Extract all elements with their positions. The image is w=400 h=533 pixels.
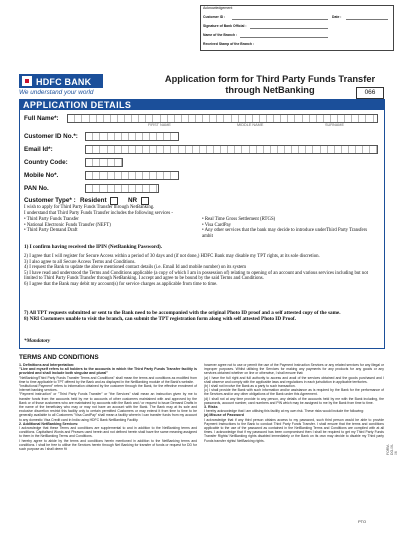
bold-point-item: 7) All TPT requests submitted or sent to the Bank need to be accompanied with the original Photo ID proof and a self attested copy of the same. [24, 310, 341, 316]
country-code-field[interactable] [85, 158, 123, 167]
bold-points-list [24, 311, 376, 323]
side-form-code: FORM-DO-06-06 [386, 443, 398, 455]
services-left-list [24, 217, 184, 234]
email-field[interactable] [85, 145, 378, 154]
customer-type-nr: NR [128, 197, 138, 204]
terms-item: (b) I shall not involve the Bank as a party to such transaction. [204, 384, 296, 389]
footer-pto: PTO [358, 519, 367, 524]
form-number: 066 [356, 87, 384, 99]
terms-item: I hereby acknowledge that I am utilising this facility at my own risk. These risks would include the following: [204, 409, 364, 414]
mobile-field[interactable] [85, 171, 179, 180]
ack-customer-id-label: Customer ID : [203, 15, 226, 19]
terms-item: "NetBanking/Third Party Funds Transfer Terms and Conditions" shall mean the terms and conditions as modified from time to time applicable to TPT offered by the Bank and as displayed in the NetBanking module of the Bank's website. [19, 375, 197, 384]
point-item: 2) I agree that I will register for Secure Access within a period of 30 days and (if not done,) HDFC Bank may disable my TPT rights, at its sole discretion. [24, 254, 320, 259]
form-title [150, 74, 390, 96]
terms-item: "Institutional Payment" refers to information obtained by the customer through the Bank, for the effective enrolment of Internet banking services. [19, 384, 197, 393]
country-code-label: Country Code: [24, 159, 68, 166]
service-item: • Third Party Demand Draft [24, 228, 78, 234]
pan-label: PAN No. [24, 185, 49, 192]
terms-item: 1. Definitions and Interpretation: [19, 363, 75, 367]
service-item: • Third Party Funds Transfer [24, 217, 79, 222]
service-item: • Visa CardPay [202, 222, 232, 228]
intro-text-1: I wish to apply for Third Party Funds Transfer through NetBanking. [24, 205, 155, 210]
email-label: Email Id*: [24, 146, 53, 153]
point-item: 6) I agree that the Bank may debit my account(s) for service charges as applicable from time to time. [24, 281, 218, 287]
point-item: 4) I request the Bank to update the above mentioned contact details (i.e. Email Id and mobile number) on its system [24, 265, 246, 271]
ack-date-label: Date : [332, 15, 342, 19]
ack-signature-label: Signature of Bank Official : [203, 24, 247, 28]
caption-surname: SURNAME [325, 123, 344, 127]
terms-left-column [19, 363, 197, 451]
terms-item: (a) I have the full right and full authority to access and avail of the services obtained and the goods purchased and I shall observe and comply with the applicable laws and regulations in each jurisdiction in applicable territories. [204, 375, 384, 384]
terms-item: "Live and myself refers to all holders to the accounts in which the Third Party Funds Transfer facility is provided and shall include both singular and plural" [19, 367, 197, 376]
customer-id-label: Customer ID No.*: [24, 133, 78, 140]
acknowledgement-title: Acknowledgement [203, 6, 233, 10]
form-title-line2: through NetBanking [225, 85, 315, 95]
ack-branch-label: Name of the Branch : [203, 33, 238, 37]
terms-item: (a) Misuse of Password [204, 413, 244, 418]
full-name-field[interactable] [67, 114, 378, 123]
resident-checkbox[interactable] [110, 197, 118, 205]
terms-item: (c) I shall provide the Bank with such information and/or assistance as is required by the Bank for the performance of the Services and/or any other obligations of the Bank under this Agreement. [204, 388, 384, 397]
point-item: 3) I also agree to all Secure Access Terms and Conditions. [24, 259, 136, 265]
service-item: • Any other services that the bank may decide to introduce underThird Party Transfers ambit [202, 228, 368, 239]
terms-item: however agree not to use or permit the use of the Payment Instruction Services or any related services for any illegal or improper purposes. Whilst utilising the Services for making any payments for any products for any goods or any services obtained whether on line or otherwise, I shall ensure that: [204, 363, 384, 376]
terms-item: I acknowledge that these Terms and conditions are supplemental to and in addition to the NetBanking terms and conditions. Capitalised Words and Phrases used herein and not defined herein shall have the same meaning assigned to them in the NetBanking Terms and Conditions. [19, 426, 197, 439]
nr-checkbox[interactable] [141, 197, 149, 205]
logo-mark-inner-icon [25, 79, 29, 83]
terms-right-column [204, 363, 384, 443]
caption-first-name: FIRST NAME [148, 123, 171, 127]
points-list [24, 254, 376, 288]
terms-item: 2. Additional NetBanking Services: [19, 421, 79, 426]
terms-item: (d) I shall not at any time provide to any person, any details of the accounts held by me with the Bank including, the passwords, account number, card numbers and PIN which may be assigned to me by the Bank from time to time. [204, 396, 384, 405]
service-item: • National Electronic Funds Transfer (NEFT) [24, 222, 111, 228]
customer-id-field[interactable] [85, 132, 179, 141]
terms-item: 3. Risks [204, 405, 218, 410]
terms-heading: TERMS AND CONDITIONS [19, 354, 99, 361]
bank-tagline: We understand your world [19, 89, 94, 96]
caption-middle-name: MIDDLE NAME [237, 123, 264, 127]
application-details-heading: APPLICATION DETAILS [23, 99, 132, 110]
ack-signature-field[interactable] [250, 28, 328, 29]
confirm-ipin-heading: 1) I confirm having received the IPIN (NetBanking Password). [24, 244, 163, 250]
ack-branch-field[interactable] [240, 37, 328, 38]
bank-name: HDFC BANK [36, 76, 92, 87]
form-title-line1: Application form for Third Party Funds Transfer [164, 74, 376, 84]
ack-customer-id-field[interactable] [232, 19, 328, 20]
full-name-label: Full Name*: [24, 115, 59, 122]
services-right-list [202, 217, 378, 239]
terms-item: I acknowledge that if any third person obtains access to my password, such third person would be able to provide Payment Instructions to the Bank to conduct Third Party Funds Transfer. I shall ensure that the terms and conditions applicable to the use of the password as contained in the NetBanking Terms and Conditions are complied with at all times. I acknowledge that if my password has been compromised then I shall be required to get my Third Party Funds Transfer Rights/ NetBanking rights disabled immediately or the Bank on its own may decide to disable my Third party Funds transfer rights/ NetBanking rights. [204, 417, 384, 443]
point-item: 5) I have read and understood the Terms and Conditions applicable (a copy of which I am in possession of) relating to opening of an account and various services including but not limited to Third Party Funds Transfer through NetBanking. I accept and agree to be bound by the said Terms and Conditions. [24, 270, 368, 282]
intro-text-2: I understand that Third Party Funds Transfer includes the following services - [24, 211, 173, 216]
customer-type-resident: Resident [80, 197, 107, 204]
ack-date-field[interactable] [346, 19, 388, 20]
bold-point-item: 8) NRI Customers unable to visit the branch, can submit the TPT registration form along with self attested Photo ID Proof. [24, 315, 296, 322]
mobile-label: Mobile No*. [24, 172, 59, 179]
ack-stamp-label: Received Stamp of the Branch : [203, 42, 255, 46]
terms-item: "Payment instruction" or "Third Party Funds Transfer" or "the Services" shall mean an instruction given by me to transfer funds from the accounts held by me to accounts of other customers maintained with and approved by the Bank or of those customers who are maintained by accounts with the Bank and / or request to issue Demand Drafts in the name of the beneficiary who may or may not have an account with the Bank. The Bank may at its sole and exclusive discretion restrict this facility only to certain permitted Customers or may extend it from time to time to be generally available to all Customers "Visa CardPay" shall mean a facility wherein I can transfer funds from my account to any domestic Visa Credit card in India using HDFC Bank NetBanking Facility. [19, 392, 197, 422]
customer-type-label: Customer Type* : [24, 197, 76, 204]
mandatory-note: *Mandatory [24, 338, 51, 344]
service-item: • Real Time Gross Settlement (RTGS) [202, 217, 276, 222]
terms-item: I hereby agree to abide by the terms and conditions herein mentioned in addition to the NetBanking terms and conditions. I shall be free to utilise the Services herein through Net Banking for transfer of funds or request for DD for such purpose as I shall deem fit [19, 438, 197, 452]
pan-field[interactable] [85, 184, 159, 193]
